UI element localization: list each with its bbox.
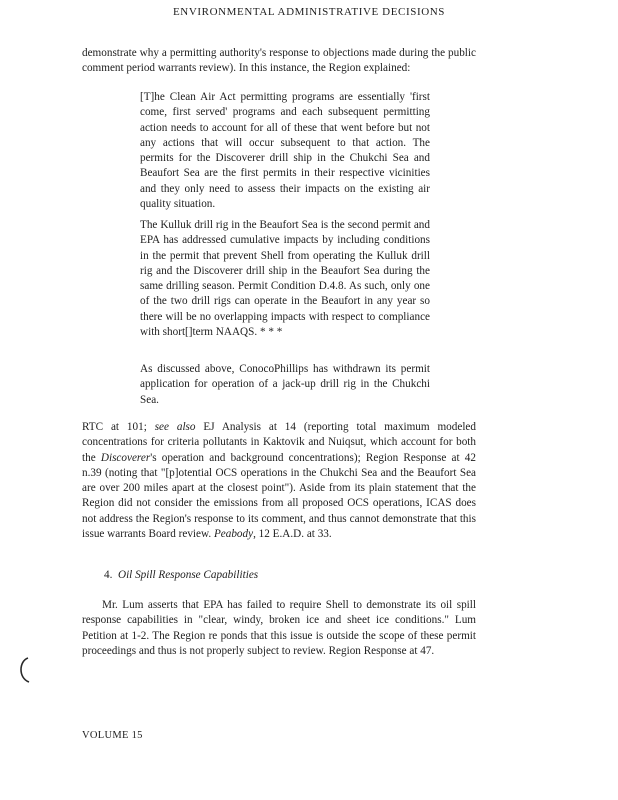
rtc-text-4: , 12 E.A.D. at 33. xyxy=(253,528,332,541)
see-also-signal: see also xyxy=(154,421,196,433)
peabody-case-name: Peabody xyxy=(213,528,254,541)
section-number: 4. xyxy=(104,569,113,581)
rtc-text-3: 's operation and background concentrations); Region Response at 42 n.39 (noting that "[p]otential OCS operations in the Chukchi Sea and the Beaufort Sea are over 200 miles apart at the closest point"). Aside from its plain statement that the Region did not consider the emissions from all proposed OCS operations, ICAS does not address the Region's response to its comment, and thus cannot demonstrate that this issue warrants Board review. xyxy=(82,451,476,541)
discoverer-ship-name: Discoverer xyxy=(100,451,151,464)
rtc-text-2: EJ Analysis at 14 (reporting total maximum modeled concentrations for criteria pollutants in Kaktovik and Nuiqsut, which account for both the xyxy=(82,421,476,464)
lum-paragraph: Mr. Lum asserts that EPA has failed to require Shell to demonstrate its oil spill response capabilities in "clear, windy, broken ice and sheet ice conditions." Lum Petition at 1-2. The Region re ponds that this issue is outside the scope of these permit proceedings and thus is not properly subject to review. Region Response at 47. xyxy=(82,599,476,657)
section-heading xyxy=(104,568,258,583)
rtc-text-1: RTC at 101; xyxy=(82,421,155,433)
block-quote-1: [T]he Clean Air Act permitting programs are essentially 'first come, first served' programs and each subsequent permitting action needs to account for all of these that went before but not any actions that will occur subsequent to that action. The permits for the Discoverer drill ship in the Chukchi Sea and Beaufort Sea are the first permits in their respective vicinities and they only need to assess their impacts on the existing air quality situation. xyxy=(140,91,430,211)
block-quote-2: The Kulluk drill rig in the Beaufort Sea is the second permit and EPA has addressed cumulative impacts by including conditions in the permit that prevent Shell from operating the Kulluk drill rig and the Discoverer drill ship in the Beaufort Sea during the same drilling season. Permit Condition D.4.8. As such, only one of the two drill rigs can operate in the Beaufort in any year so there will be no overlapping impacts with respect to compliance with short[]term NAAQS. * * * xyxy=(140,219,430,339)
running-header: ENVIRONMENTAL ADMINISTRATIVE DECISIONS xyxy=(172,6,446,18)
rtc-paragraph xyxy=(82,420,476,542)
binding-mark-icon xyxy=(16,656,30,684)
intro-paragraph: demonstrate why a permitting authority's response to objections made during the public comment period warrants review). In this instance, the Region explained: xyxy=(82,47,476,75)
section-title: Oil Spill Response Capabilities xyxy=(117,569,259,581)
volume-footer: VOLUME 15 xyxy=(82,730,143,741)
block-quote-3: As discussed above, ConocoPhillips has withdrawn its permit application for operation of a jack-up drill rig in the Chukchi Sea. xyxy=(140,363,430,406)
